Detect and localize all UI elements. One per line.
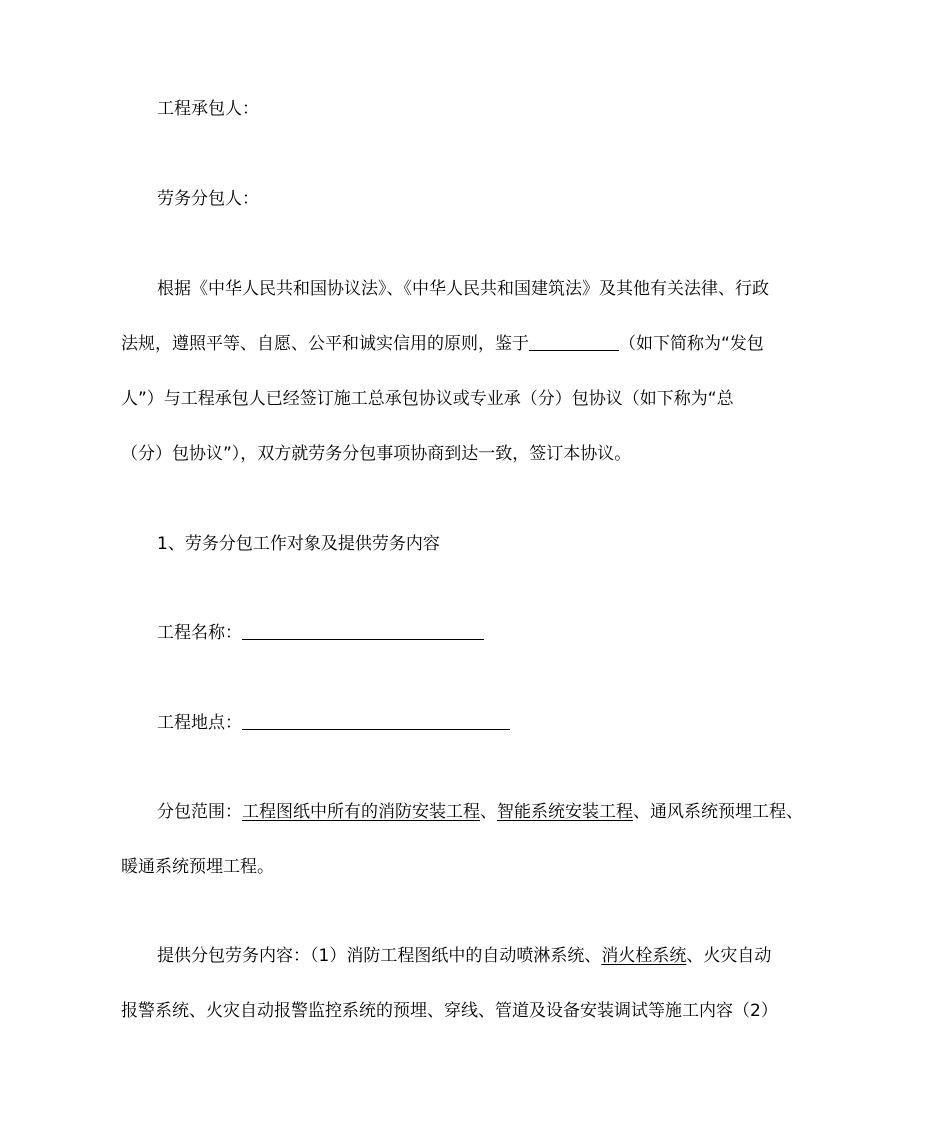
preamble-line-4: （分）包协议”），双方就劳务分包事项协商到达一致，签订本协议。 — [121, 444, 632, 464]
scope-label: 分包范围： — [157, 802, 242, 822]
scope-line-1 — [157, 801, 803, 823]
project-name-blank — [242, 623, 484, 640]
preamble-line-2 — [121, 333, 764, 355]
labor-label: 提供分包劳务内容：（1）消防工程图纸中的自动喷淋系统、 — [157, 946, 602, 966]
project-location-label: 工程地点： — [157, 713, 242, 733]
project-name-row — [157, 622, 484, 644]
section-1-title: 1、劳务分包工作对象及提供劳务内容 — [157, 534, 440, 554]
preamble-line-2-end: （如下简称为“发包 — [619, 334, 764, 354]
preamble-line-1: 根据《中华人民共和国协议法》、《中华人民共和国建筑法》及其他有关法律、行政 — [157, 279, 769, 299]
scope-rest: 、通风系统预埋工程、 — [633, 802, 803, 822]
employer-blank — [529, 334, 619, 351]
contractor-label: 工程承包人： — [157, 99, 259, 119]
project-name-label: 工程名称： — [157, 623, 242, 643]
scope-line-2: 暖通系统预埋工程。 — [121, 857, 274, 877]
project-location-blank — [242, 713, 510, 730]
labor-line-2: 报警系统、火灾自动报警监控系统的预埋、穿线、管道及设备安装调试等施工内容（2） — [121, 1001, 778, 1021]
subcontractor-label: 劳务分包人： — [157, 189, 259, 209]
labor-rest: 、火灾自动 — [686, 946, 772, 966]
labor-hydrant: 消火栓系统 — [601, 946, 687, 966]
project-location-row — [157, 712, 510, 734]
scope-item-fire: 工程图纸中所有的消防安装工程 — [242, 802, 480, 822]
scope-separator: 、 — [480, 802, 497, 822]
labor-line-1 — [157, 945, 771, 967]
preamble-line-3: 人”）与工程承包人已经签订施工总承包协议或专业承（分）包协议（如下称为“总 — [121, 389, 734, 409]
preamble-line-2-start: 法规，遵照平等、自愿、公平和诚实信用的原则，鉴于 — [121, 334, 529, 354]
scope-item-intelligent: 智能系统安装工程 — [497, 802, 633, 822]
